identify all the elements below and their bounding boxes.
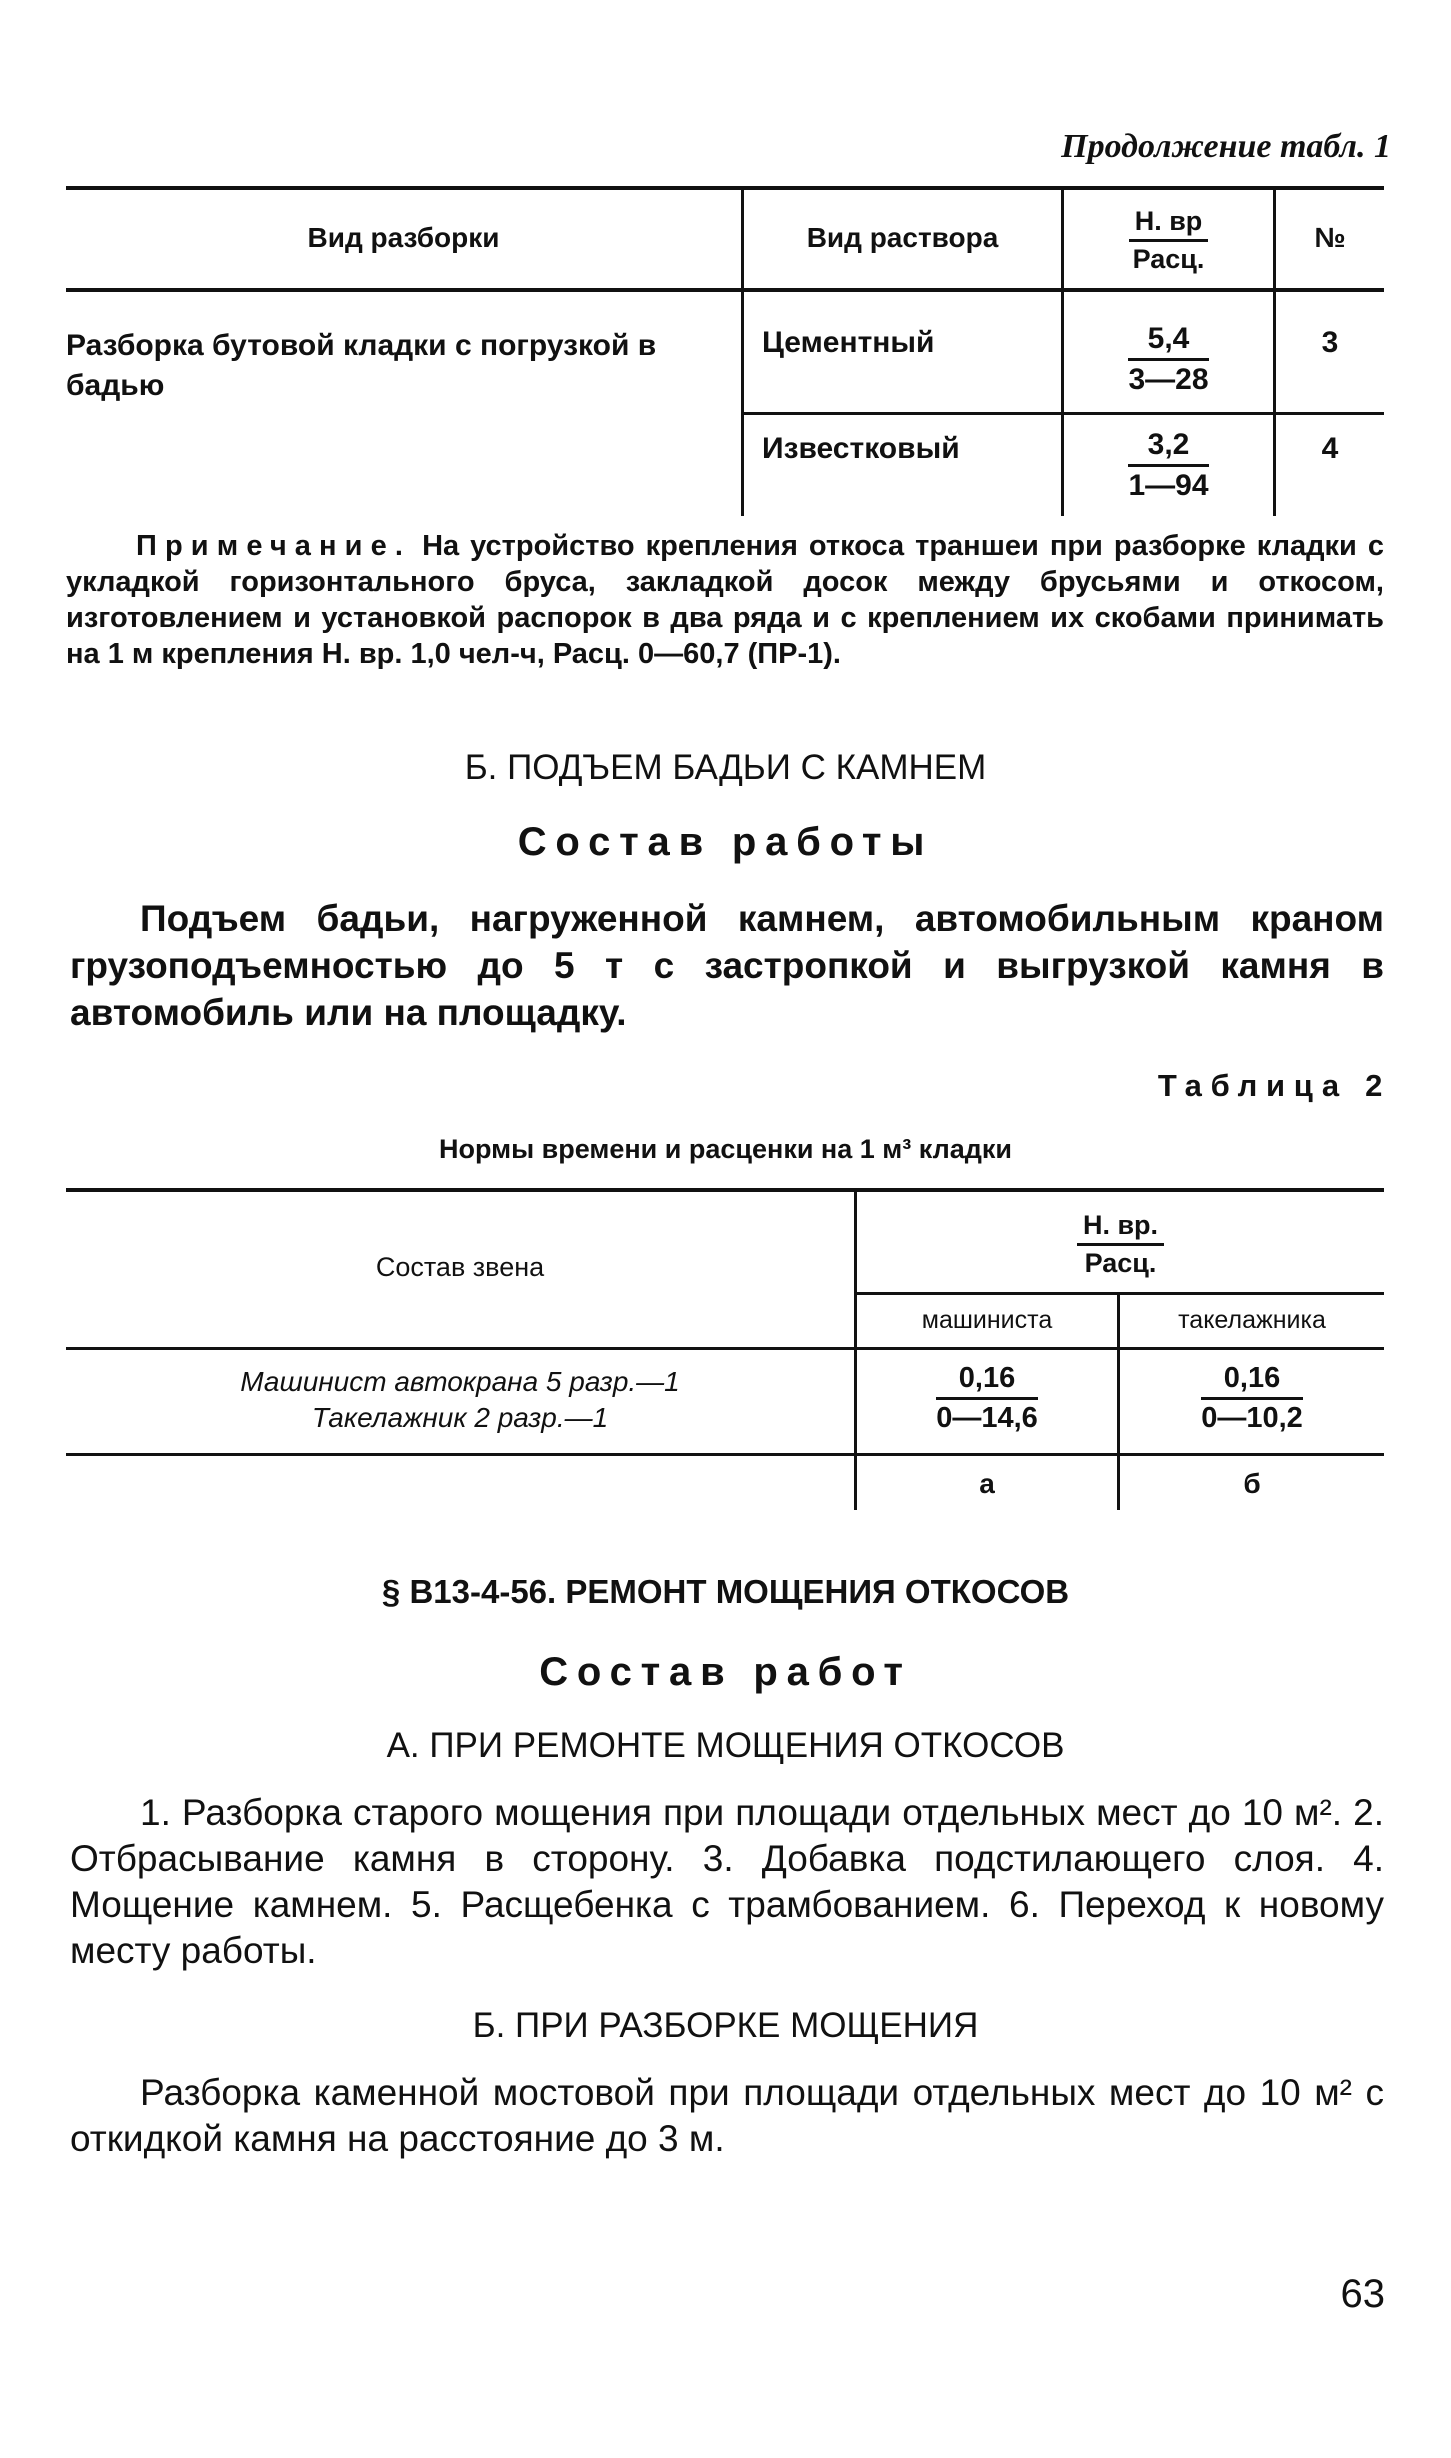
- note-text: На устройство крепления откоса траншеи при разборке кладки с укладкой горизонтального бруса, закладкой досок между брусьями и откосом, изготовлением и установкой распорок в два ряда и с креплением их скобами принимать на 1 м крепления Н. вр. 1,0 чел-ч, Расц. 0—60,7 (ПР-1).: [66, 530, 1384, 670]
- subheader-operator: машиниста: [921, 1306, 1053, 1334]
- table-2-caption: Нормы времени и расценки на 1 м³ кладки: [438, 1134, 1013, 1164]
- section-56-heading: § В13-4-56. РЕМОНТ МОЩЕНИЯ ОТКОСОВ: [381, 1573, 1070, 1610]
- work-type-cell: Разборка бутовой кладки с погрузкой в бадью: [66, 329, 657, 402]
- section-b-subheading: Состав работы: [517, 820, 934, 864]
- crew-line: Машинист автокрана 5 разр.—1: [240, 1366, 680, 1397]
- note-label: Примечание.: [136, 530, 412, 562]
- column-header-work-type: Вид разборки: [307, 222, 500, 253]
- norm-cell: $\frac{3,2}{1—94}$: [1128, 428, 1209, 502]
- number-cell: 3: [1321, 326, 1339, 359]
- column-header-number: №: [1314, 222, 1346, 253]
- part-a-paragraph: 1. Разборка старого мощения при площади отдельных мест до 10 м². 2. Отбрасывание камня в сторону. 3. Добавка подстилающего слоя. 4. Мощение камнем. 5. Расщебенка с трамбованием. 6. Переход к новому месту работы.: [70, 1792, 1384, 1971]
- crew-line: Такелажник 2 разр.—1: [311, 1402, 609, 1433]
- column-header-norm: $\frac{Н. вр.}{\text{Расц.}}$: [857, 1210, 1384, 1279]
- column-footer-a: а: [979, 1468, 995, 1499]
- part-b-heading: Б. ПРИ РАЗБОРКЕ МОЩЕНИЯ: [472, 2006, 979, 2045]
- mortar-cell: Известковый: [762, 432, 960, 465]
- number-cell: 4: [1321, 432, 1339, 465]
- note-paragraph: [66, 528, 1384, 672]
- section-b-heading: Б. ПОДЪЕМ БАДЬИ С КАМНЕМ: [464, 748, 987, 787]
- rigger-norm-cell: $\frac{0,16}{0—10,2}$: [1201, 1362, 1303, 1434]
- column-footer-b: б: [1243, 1468, 1261, 1499]
- column-header-crew: Состав звена: [375, 1252, 545, 1282]
- page-number: 63: [1340, 2272, 1385, 2316]
- column-header-norm: $\frac{Н. вр}{\text{Расц.}}$: [1064, 206, 1273, 275]
- table-continuation-label: Продолжение табл. 1: [1061, 128, 1391, 165]
- part-a-heading: А. ПРИ РЕМОНТЕ МОЩЕНИЯ ОТКОСОВ: [386, 1726, 1065, 1765]
- section-b-paragraph: Подъем бадьи, нагруженной камнем, автомобильным краном грузоподъемностью до 5 т с застропкой и выгрузкой камня в автомобиль или на площадку.: [70, 898, 1384, 1033]
- column-header-mortar-type: Вид раствора: [806, 222, 999, 253]
- mortar-cell: Цементный: [762, 326, 935, 359]
- section-56-subheading: Состав работ: [539, 1650, 912, 1694]
- norm-cell: $\frac{5,4}{3—28}$: [1128, 322, 1209, 396]
- subheader-rigger: такелажника: [1178, 1306, 1326, 1334]
- part-b-paragraph: Разборка каменной мостовой при площади отдельных мест до 10 м² с откидкой камня на расстояние до 3 м.: [70, 2072, 1384, 2159]
- operator-norm-cell: $\frac{0,16}{0—14,6}$: [936, 1362, 1038, 1434]
- table-2-label: Таблица 2: [1157, 1068, 1391, 1103]
